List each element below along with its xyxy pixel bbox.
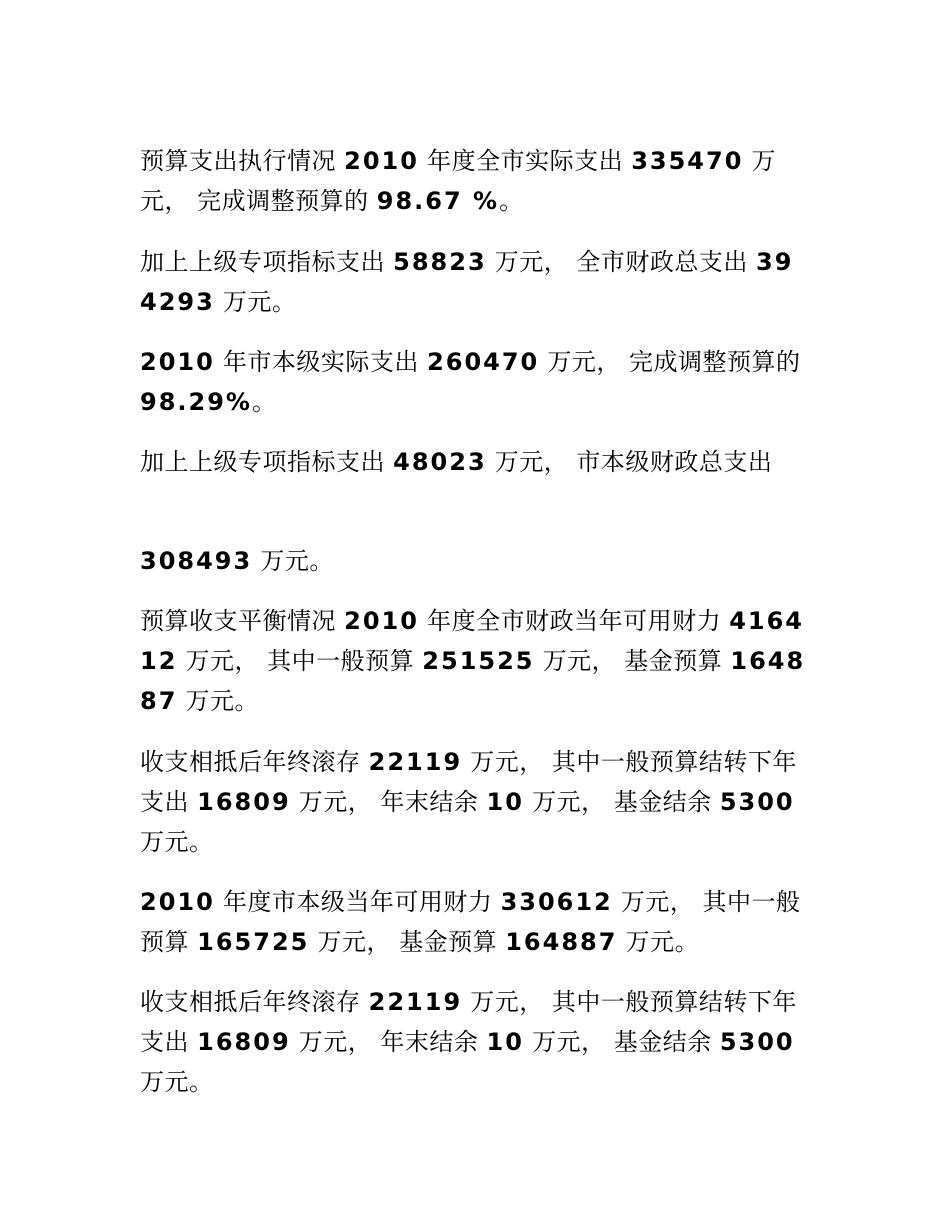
bold-figure: 2010 bbox=[140, 348, 215, 376]
paragraph-city-level-expenditure bbox=[140, 342, 810, 422]
bold-figure: 251525 bbox=[422, 647, 535, 675]
text-run: 万元。 bbox=[140, 828, 214, 856]
text-run: 万元， 其中一般预算结转下年支出 bbox=[140, 988, 797, 1056]
bold-figure: 2010 bbox=[140, 888, 215, 916]
bold-figure: 2010 bbox=[344, 147, 419, 175]
text-run: 预算支出执行情况 bbox=[140, 147, 345, 175]
text-run: 万元， 完成调整预算的 bbox=[539, 348, 801, 376]
text-run: 年度市本级当年可用财力 bbox=[214, 888, 501, 916]
bold-figure: 22119 bbox=[368, 748, 463, 776]
text-run: 万元。 bbox=[140, 1068, 214, 1096]
text-run: 万元。 bbox=[252, 547, 334, 575]
bold-figure: 10 bbox=[486, 788, 524, 816]
bold-figure: 260470 bbox=[427, 348, 540, 376]
text-run: 万元。 bbox=[214, 288, 297, 316]
text-run: 年度全市财政当年可用财力 bbox=[418, 607, 730, 635]
paragraph-budget-expenditure bbox=[140, 141, 810, 221]
bold-figure: 164887 bbox=[505, 928, 618, 956]
bold-figure: 164887 bbox=[140, 647, 806, 715]
text-run: 。 bbox=[251, 388, 277, 416]
text-run: 万元， 市本级财政总支出 bbox=[486, 448, 773, 476]
bold-figure: 5300 bbox=[719, 788, 795, 816]
bold-figure: 98.67 % bbox=[376, 187, 500, 215]
bold-figure: 165725 bbox=[197, 928, 310, 956]
bold-figure: 308493 bbox=[140, 547, 253, 575]
text-run: 万元， 年末结余 bbox=[290, 1028, 487, 1056]
text-run: 万元， 完成调整预算的 bbox=[140, 147, 777, 215]
bold-figure: 16809 bbox=[197, 788, 291, 816]
text-run: 年市本级实际支出 bbox=[214, 348, 428, 376]
text-run: 万元， 基金结余 bbox=[523, 1028, 720, 1056]
paragraph-city-level-total-expenditure bbox=[140, 442, 810, 482]
text-run: 年度全市实际支出 bbox=[418, 147, 632, 175]
text-run: 收支相抵后年终滚存 bbox=[140, 988, 369, 1016]
text-run: 万元。 bbox=[617, 928, 700, 956]
text-run: 预算收支平衡情况 bbox=[140, 607, 345, 635]
paragraph-city-level-total-amount bbox=[140, 541, 810, 581]
text-run: 万元， 基金结余 bbox=[523, 788, 720, 816]
bold-figure: 58823 bbox=[393, 248, 487, 276]
bold-figure: 394293 bbox=[140, 248, 794, 316]
bold-figure: 22119 bbox=[368, 988, 463, 1016]
bold-figure: 416412 bbox=[140, 607, 804, 675]
text-run: 收支相抵后年终滚存 bbox=[140, 748, 369, 776]
text-run: 万元。 bbox=[177, 687, 260, 715]
bold-figure: 16809 bbox=[197, 1028, 291, 1056]
text-run: 万元， 其中一般预算结转下年支出 bbox=[140, 748, 797, 816]
bold-figure: 98.29% bbox=[140, 388, 252, 416]
text-run: 万元， 全市财政总支出 bbox=[486, 248, 757, 276]
text-run: 万元， 基金预算 bbox=[534, 647, 731, 675]
text-run: 万元， 其中一般预算 bbox=[140, 888, 801, 956]
bold-figure: 10 bbox=[486, 1028, 524, 1056]
paragraph-total-expenditure bbox=[140, 242, 810, 322]
bold-figure: 335470 bbox=[631, 147, 744, 175]
paragraph-city-level-available-funds bbox=[140, 882, 810, 962]
text-run: 。 bbox=[499, 187, 524, 215]
bold-figure: 48023 bbox=[393, 448, 487, 476]
paragraph-city-level-carryover bbox=[140, 982, 810, 1102]
paragraph-budget-balance bbox=[140, 601, 810, 721]
text-run: 万元， 基金预算 bbox=[309, 928, 506, 956]
text-run: 加上上级专项指标支出 bbox=[140, 448, 394, 476]
bold-figure: 2010 bbox=[344, 607, 419, 635]
text-run: 加上上级专项指标支出 bbox=[140, 248, 394, 276]
text-run: 万元， 其中一般预算 bbox=[177, 647, 423, 675]
bold-figure: 330612 bbox=[500, 888, 613, 916]
bold-figure: 5300 bbox=[719, 1028, 795, 1056]
text-run: 万元， 年末结余 bbox=[290, 788, 487, 816]
paragraph-year-end-carryover bbox=[140, 742, 810, 862]
